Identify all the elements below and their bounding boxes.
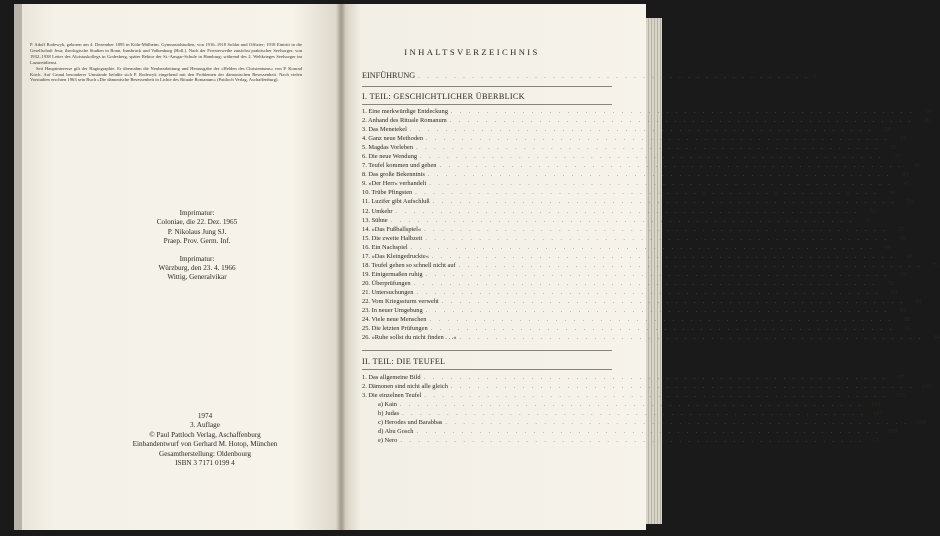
leader-dots: . . . . . . . . . . . . . . . . . . . . . . . . . . . . . . . . . . . . . . . . . . . . . . . . . . . .: [429, 317, 893, 324]
part-one-entries: [362, 108, 940, 343]
toc-entry: [362, 117, 931, 126]
part-one-heading: I. TEIL: GESCHICHTLICHER ÜBERBLICK: [362, 92, 525, 101]
leader-dots: . . . . . . . . . . . . . . . . . . . . . . . . . . . . . . . . . . . . . . . . . . . . . . . . . . . .: [395, 208, 860, 215]
toc-title: INHALTSVERZEICHNIS: [404, 47, 540, 57]
toc-entry: [362, 216, 872, 226]
imprimatur-line: Würzburg, den 23. 4. 1966: [158, 264, 236, 273]
toc-page-number: 105: [870, 401, 881, 409]
leader-dots: . . . . . . . . . . . . . . . . . . . . . . . . . . . . . . . . . . . . . . . . . . . . . . . . . . . .: [415, 190, 879, 197]
imprimatur-line: Praep. Prov. Germ. Inf.: [163, 237, 231, 246]
toc-entry-label: a) Kain: [378, 401, 397, 409]
toc-entry-label: 20. Überprüfungen: [362, 279, 411, 287]
leader-dots: . . . . . . . . . . . . . . . . . . . . . . . . . . . . . . . . . . . . . . . . . . . . . . . . . . . .: [450, 384, 915, 391]
toc-page-number: 108: [916, 419, 926, 427]
toc-page-number: 88: [903, 316, 910, 324]
leader-dots: . . . . . . . . . . . . . . . . . . . . . . . . . . . . . . . . . . . . . . . . . . . . . . . . . . . .: [413, 280, 878, 287]
toc-entry: [362, 108, 932, 117]
leader-dots: . . . . . . . . . . . . . . . . . . . . . . . . . . . . . . . . . . . . . . . . . . . . . . . . . . . .: [416, 429, 881, 436]
toc-entry-label: 5. Magdas Vorleben: [362, 144, 414, 152]
toc-page-number: 110: [871, 437, 881, 445]
imprimatur-wuerzburg: [112, 255, 282, 283]
leader-dots: . . . . . . . . . . . . . . . . . . . . . . . . . . . . . . . . . . . . . . . . . . . . . . . . . . . .: [430, 326, 895, 333]
leader-dots: . . . . . . . . . . . . . . . . . . . . . . . . . . . . . . . . . . . . . . . . . . . . . . . . . . . .: [427, 172, 892, 179]
toc-entry: [362, 270, 907, 280]
toc-entry: [362, 428, 898, 437]
toc-entry-label: 10. Trübe Pfingsten: [362, 189, 413, 197]
toc-entry: [362, 401, 881, 410]
part-two-entries: [362, 374, 932, 446]
toc-entry-label: 7. Teufel kommen und gehen: [362, 162, 437, 170]
colophon-publisher: © Paul Pattloch Verlag, Aschaffenburg: [149, 430, 261, 439]
toc-page-number: 31: [890, 144, 897, 152]
toc-entry-label: 18. Teufel gehen so schnell nicht auf: [362, 261, 456, 269]
colophon: [100, 412, 310, 468]
leader-dots: . . . . . . . . . . . . . . . . . . . . . . . . . . . . . . . . . . . . . . . . . . . . . . . . . . . .: [439, 163, 904, 170]
toc-page-number: 94: [933, 334, 940, 342]
toc-page-number: 103: [895, 392, 905, 400]
toc-entry-label: 1. Eine merkwürdige Entdeckung: [362, 108, 448, 115]
toc-entry: [362, 225, 905, 235]
toc-entry: [362, 180, 910, 189]
toc-entry-label: 15. Die zweite Halbzeit: [362, 234, 423, 242]
toc-entry: [362, 419, 926, 428]
toc-entry: [362, 162, 921, 171]
toc-page-number: 37: [894, 153, 901, 161]
leader-dots: . . . . . . . . . . . . . . . . . . . . . . . . . . . . . . . . . . . . . . . . . . . . . . . . . . . .: [425, 308, 890, 315]
toc-entry-label: 13. Sühne: [362, 216, 388, 224]
toc-page-number: 50: [906, 198, 914, 206]
leader-dots: . . . . . . . . . . . . . . . . . . . . . . . . . . . . . . . . . . . . . . . . . . . . . . . . . . . .: [425, 271, 890, 278]
toc-entry: [362, 243, 892, 253]
toc-page-number: 43: [901, 171, 909, 179]
toc-entry-label: 21. Untersuchungen: [362, 288, 414, 296]
toc-entry-label: d) Abu Gosch: [378, 428, 414, 436]
imprimatur-line: Coloniae, die 22. Dez. 1965: [156, 218, 238, 227]
toc-entry-label: 12. Umkehr: [362, 207, 393, 215]
leader-dots: . . . . . . . . . . . . . . . . . . . . . . . . . . . . . . . . . . . . . . . . . . . . . . . . . . . .: [429, 181, 893, 188]
toc-page-number: 84: [899, 307, 907, 315]
leader-dots: . . . . . . . . . . . . . . . . . . . . . . . . . . . . . . . . . . . . . . . . . . . . . . . . . . . .: [449, 118, 914, 125]
toc-page-number: 26: [900, 135, 907, 143]
imprimatur-cologne: [112, 209, 282, 247]
bio-paragraph: Seit Hauptinteresse gilt der Hagiographie. Er übernahm die Neubearbeitung und Herausgabe der »Helden des Christentums« von P. Konrad Kirch. Auf Grund besonderer Umstände befaßte sich P. Rodewyk eingehend mit den Problemen der dämonischen Besessenheit. Nach vielen Vorstudien erschien 1963 sein Buch »Die dämonische Besessenheit in Lichte des Rituale Romanum« (Pattloch Verlag, Aschaffenburg).: [30, 65, 302, 83]
toc-page-number: 81: [915, 297, 923, 305]
toc-entry-label: 11. Luzifer gibt Aufschluß: [362, 198, 430, 206]
toc-entry: [362, 153, 901, 162]
toc-entry-label: 23. In neuer Umgebung: [362, 307, 423, 315]
imprimatur-line: P. Nikolaus Jung SJ.: [167, 227, 227, 236]
leader-dots: . . . . . . . . . . . . . . . . . . . . . . . . . . . . . . . . . . . . . . . . . . . . . . . . . . . .: [409, 127, 874, 134]
toc-entry: [362, 207, 877, 217]
toc-page-number: 74: [899, 270, 907, 278]
toc-page-number: 109: [887, 428, 898, 436]
book-gutter: [336, 4, 346, 530]
toc-page-number: 107: [873, 410, 883, 418]
toc-entry-label: 2. Dämonen sind nicht alle gleich: [362, 383, 448, 391]
toc-entry-einfuehrung: [362, 71, 816, 80]
toc-entry: [362, 234, 906, 244]
part-two-heading: II. TEIL: DIE TEUFEL: [362, 357, 446, 366]
divider-rule: [362, 369, 612, 370]
toc-page-number: 97: [897, 374, 905, 381]
toc-page-number: 68: [906, 252, 913, 260]
leader-dots: . . . . . . . . . . . . . . . . . . . . . . . . . . . . . . . . . . . . . . . . . . . . . . . . . . . .: [431, 253, 896, 260]
toc-entry: [362, 374, 905, 383]
toc-entry: [362, 316, 910, 325]
toc-entry-label: 19. Einigermaßen ruhig: [362, 270, 423, 278]
leader-dots: . . . . . . . . . . . . . . . . . . . . . . . . . . . . . . . . . . . . . . . . . . . . . . . . . . . .: [402, 411, 866, 418]
toc-page-number: 91: [904, 325, 912, 333]
toc-page-number: 57: [898, 225, 905, 233]
leader-dots: . . . . . . . . . . . . . . . . . . . . . . . . . . . . . . . . . . . . . . . . . . . . . . . . . . . .: [400, 402, 864, 409]
toc-entry-label: 3. Die einzelnen Teufel: [362, 392, 422, 400]
colophon-production: Gesamtherstellung: Oldenbourg: [159, 449, 251, 458]
colophon-year: 1974: [197, 412, 213, 420]
toc-page-number: 24: [884, 126, 891, 134]
toc-entry: [362, 392, 905, 401]
toc-entry: [362, 325, 912, 334]
toc-page-number: 56: [864, 216, 872, 224]
leader-dots: . . . . . . . . . . . . . . . . . . . . . . . . . . . . . . . . . . . . . . . . . . . . . . . . . . . .: [441, 298, 906, 305]
toc-entry: [362, 307, 907, 316]
leader-dots: . . . . . . . . . . . . . . . . . . . . . . . . . . . . . . . . . . . . . . . . . . . . . . . . . . . .: [424, 226, 888, 233]
leader-dots: . . . . . . . . . . . . . . . . . . . . . . . . . . . . . . . . . . . . . . . . . . . . . . . . . . . .: [390, 217, 855, 224]
toc-entry: [362, 383, 932, 392]
leader-dots: . . . . . . . . . . . . . . . . . . . . . . . . . . . . . . . . . . . . . . . . . . . . . . . . . . . .: [420, 154, 884, 161]
toc-entry-label: 6. Die neue Wendung: [362, 153, 418, 161]
toc-entry-label: 16. Ein Nachspiel: [362, 243, 408, 251]
toc-entry: [362, 198, 914, 207]
divider-rule: [362, 350, 612, 351]
leader-dots: . . . . . . . . . . . . . . . . . . . . . . . . . . . . . . . . . . . . . . . . . . . . . . . . . . . .: [432, 199, 897, 206]
leader-dots: . . . . . . . . . . . . . . . . . . . . . . . . . . . . . . . . . . . . . . . . . . . . . . . . . . . .: [410, 244, 875, 251]
toc-entry: [362, 334, 940, 343]
leader-dots: . . . . . . . . . . . . . . . . . . . . . . . . . . . . . . . . . . . . . . . . . . . . . . . . . . . .: [459, 335, 923, 342]
toc-entry-label: 4. Ganz neue Methoden: [362, 135, 424, 143]
leader-dots: . . . . . . . . . . . . . . . . . . . . . . . . . . . . . . . . . . . . . . . . . . . . . . . . . . . .: [424, 393, 888, 400]
divider-rule: [362, 104, 612, 105]
toc-entry-label: 3. Das Menetekel: [362, 126, 407, 134]
imprimatur-section: [112, 209, 282, 291]
toc-page-number: 72: [932, 261, 940, 269]
toc-entry: [362, 410, 883, 419]
toc-entry: [362, 144, 897, 153]
leader-dots: . . . . . . . . . . . . . . . . . . . . . . . . . . . . . . . . . . . . . . . . . . . . . . . . . . . .: [416, 289, 880, 296]
toc-page-number: 59: [899, 234, 906, 242]
toc-entry-label: c) Herodes und Barabbas: [378, 419, 443, 427]
toc-entry-label: 2. Anhand des Rituale Romanum: [362, 117, 447, 125]
colophon-isbn: ISBN 3 7171 0199 4: [175, 459, 235, 468]
toc-entry-label: 17. »Das Kleingedruckte«: [362, 252, 429, 260]
toc-entry: [362, 135, 907, 144]
toc-entry: [362, 288, 897, 298]
toc-entry: [362, 171, 909, 180]
divider-rule: [362, 86, 612, 87]
toc-entry-label: 24. Viele neue Menschen: [362, 316, 427, 324]
toc-page-number: 20: [923, 117, 931, 125]
toc-page-number: 80: [890, 288, 897, 296]
leader-dots: . . . . . . . . . . . . . . . . . . . . . . . . . . . . . . . . . . . . . . . . . . . . . . . . . . . .: [425, 235, 889, 242]
imprimatur-line: Wittig, Generalvikar: [167, 273, 227, 282]
toc-entry-label: b) Judas: [378, 410, 400, 418]
bio-paragraph: P. Adolf Rodewyk, geboren am 4. Dezember 1895 in Köln-Mülheim. Gymnasialstudien, von 1916–1918 Soldat und Offizier; 1918 Eintritt in die Gesellschaft Jesu; theologische Studien in Bonn, Innsbruck und Valkenburg (Holl.). Nach der Priesterweihe zunächst praktischer Seelsorger, von 1932–1938 Leiter des Aloisiuskollegs in Godesberg, später Rektor der St.-Ansgar-Schule in Hamburg; während des 2. Weltkrieges Seelsorger im Lazarettdienst.: [30, 42, 302, 65]
leader-dots: . . . . . . . . . . . . . . . . . . . . . . . . . . . . . . . . . . . . . . . . . . . . . . . . . . . .: [445, 420, 909, 427]
leader-dots: . . . . . . . . . . . . . . . . . . . . . . . . . . . . . . . . . . . . . . . . . . . . . . . . . . . .: [426, 136, 890, 143]
toc-entry: [362, 126, 891, 135]
toc-entry-label: 8. Das große Bekenntnis: [362, 171, 425, 179]
leader-dots: . . . . . . . . . . . . . . . . . . . . . . . . . . . . . . . . . . . . . . . . . . . . . . . . . . . .: [416, 145, 880, 152]
toc-entry-label: 9. »Der Herr« verhandelt: [362, 180, 427, 188]
toc-entry: [362, 279, 895, 289]
toc-entry: [362, 189, 896, 198]
toc-entry-label: 25. Die letzten Prüfungen: [362, 325, 428, 333]
leader-dots: . . . . . . . . . . . . . . . . . . . . . . . . . . . . . . . . . . . . . . . . . . . . . . . . . . . .: [458, 262, 923, 269]
toc-page-number: 66: [884, 243, 892, 251]
toc-entry: [362, 261, 940, 271]
toc-entry: [362, 437, 881, 446]
leader-dots: . . . . . . . . . . . . . . . . . . . . . . . . . . . . . . . . . . . . . . . . . . . .: [418, 74, 810, 80]
leader-dots: . . . . . . . . . . . . . . . . . . . . . . . . . . . . . . . . . . . . . . . . . . . . . . . . . . . .: [423, 375, 888, 381]
colophon-edition: 3. Auflage: [190, 421, 220, 430]
toc-entry-label: 22. Vom Kriegssturm verweht: [362, 297, 439, 305]
leader-dots: . . . . . . . . . . . . . . . . . . . . . . . . . . . . . . . . . . . . . . . . . . . . . . . . . . . .: [400, 438, 864, 445]
toc-page-number: 53: [869, 207, 877, 215]
toc-entry-label: 1. Das allgemeine Bild: [362, 374, 421, 381]
colophon-cover-design: Einbandentwurf von Gerhard M. Hotop, München: [132, 440, 278, 449]
author-biography: [30, 42, 302, 83]
toc-page-number: 48: [889, 189, 896, 197]
toc-page-number: 18: [925, 108, 932, 115]
toc-entry: [362, 297, 923, 307]
toc-page-number: 5: [812, 73, 816, 80]
toc-page-number: 45: [903, 180, 910, 188]
toc-page-number: 40: [913, 162, 921, 170]
toc-entry-label: e) Nero: [378, 437, 398, 445]
leader-dots: . . . . . . . . . . . . . . . . . . . . . . . . . . . . . . . . . . . . . . . . . . . . . . . . . . . .: [450, 109, 915, 115]
imprimatur-line: Imprimatur:: [179, 209, 215, 217]
toc-entry-label: EINFÜHRUNG: [362, 71, 416, 80]
toc-entry-label: 26. »Ruhe sollst du nicht finden . . .«: [362, 334, 457, 342]
imprimatur-line: Imprimatur:: [179, 254, 215, 263]
toc-page-number: 100: [921, 383, 932, 391]
toc-entry: [362, 252, 913, 262]
toc-entry-label: 14. »Das Fußballspiel«: [362, 225, 422, 233]
toc-page-number: 76: [887, 279, 895, 287]
